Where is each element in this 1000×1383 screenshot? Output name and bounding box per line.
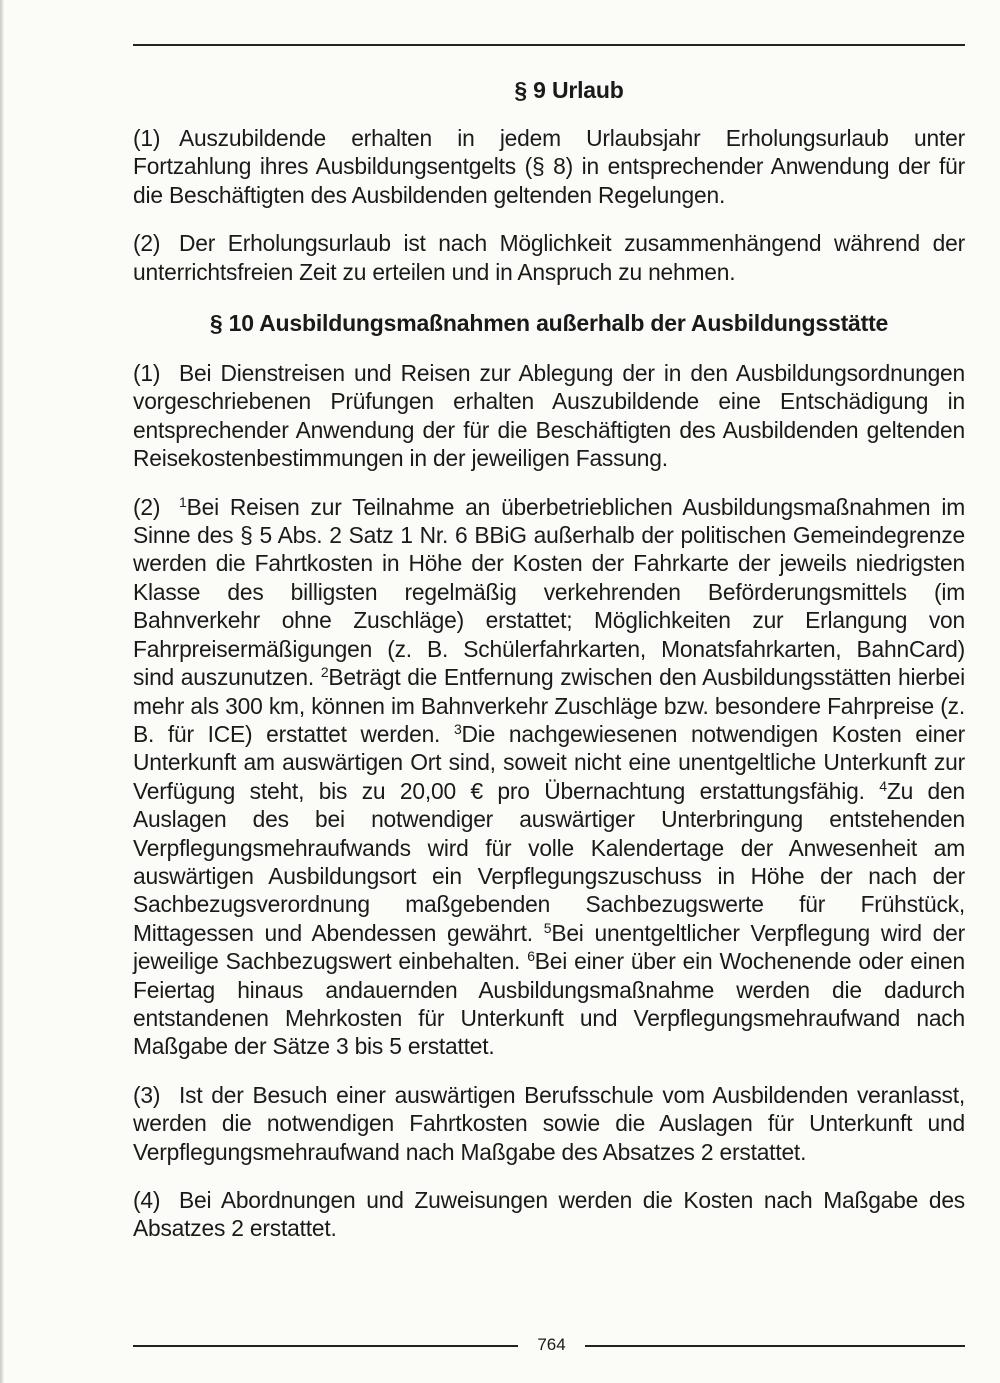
paragraph [133, 229, 965, 286]
page-footer [133, 1334, 965, 1356]
page-binding-edge [0, 0, 4, 1383]
sentence-text: Zu den Auslagen des bei notwendiger auswärtiger Unterbringung entstehenden Verpflegungsmehraufwands wird für volle Kalendertage der Anwesenheit am auswärtigen Ausbildungsort ein Verpflegungszuschuss in Höhe der nach der Sachbezugsverordnung maßgebenden Sachbezugswerte für Frühstück, Mittagessen und Abendessen gewährt. [133, 777, 965, 946]
paragraph [133, 359, 965, 473]
sentence-number: 5 [543, 919, 552, 936]
sentence-text: Bei Reisen zur Teilnahme an überbetrieblichen Ausbildungsmaßnahmen im Sinne des § 5 Abs. 2 Satz 1 Nr. 6 BBiG außerhalb der politischen Gemeindegrenze werden die Fahrtkosten in Höhe der Kosten der Fahrkarte der jeweils niedrigsten Klasse des billigsten regelmäßig verkehrenden Beförderungsmittels (im Bahnverkehr ohne Zuschläge) erstattet; Möglichkeiten zur Erlangung von Fahrpreisermäßigungen (z. B. Schülerfahrkarten, Monatsfahrkarten, BahnCard) sind auszunutzen. [133, 493, 965, 691]
document-page [133, 64, 965, 1263]
paragraph-number: (2) [133, 493, 161, 520]
paragraph [133, 1186, 965, 1243]
sentence-number: 2 [320, 664, 329, 681]
sentence-text: Bei einer über ein Wochenende oder einen Feiertag hinaus andauernden Ausbildungsmaßnahme werden die dadurch entstandenen Mehrkosten für Unterkunft und Verpflegungsmehraufwand nach Maßgabe der Sätze 3 bis 5 erstattet. [133, 948, 966, 1060]
paragraph [133, 493, 965, 1061]
footer-rule-right [585, 1345, 965, 1347]
sentence-text: Der Erholungsurlaub ist nach Möglichkeit zusammenhängend während der unterrichtsfreien Zeit zu erteilen und in Anspruch zu nehmen. [133, 230, 965, 285]
sentence-text: Bei Abordnungen und Zuweisungen werden die Kosten nach Maßgabe des Absatzes 2 erstattet. [133, 1187, 965, 1242]
sentence-text: Beträgt die Entfernung zwischen den Ausbildungsstätten hierbei mehr als 300 km, können im Bahnverkehr Zuschläge bzw. besondere Fahrpreise (z. B. für ICE) erstattet werden. [133, 664, 966, 747]
paragraph [133, 1081, 965, 1166]
section-heading: § 9 Urlaub [514, 77, 624, 103]
paragraph-number: (4) [133, 1187, 161, 1213]
sentence-text: Auszubildende erhalten in jedem Urlaubsjahr Erholungsurlaub unter Fortzahlung ihres Ausbildungsentgelts (§ 8) in entsprechender Anwendung der für die Beschäftigten des Ausbildenden geltenden Regelungen. [133, 125, 965, 208]
sentence-text: Ist der Besuch einer auswärtigen Berufsschule vom Ausbildenden veranlasst, werden die notwendigen Fahrtkosten sowie die Auslagen für Unterkunft und Verpflegungsmehraufwand nach Maßgabe des Absatzes 2 erstattet. [133, 1081, 965, 1165]
paragraph [133, 124, 965, 209]
page-number: 764 [537, 1335, 566, 1354]
sentence-text: Die nachgewiesenen notwendigen Kosten einer Unterkunft am auswärtigen Ort sind, soweit nicht eine unentgeltliche Unterkunft zur Verfügung steht, bis zu 20,00 € pro Übernachtung erstattungsfähig. [133, 720, 965, 804]
sentence-number: 4 [879, 777, 887, 794]
header-rule [133, 44, 965, 46]
sentence-text: Bei unentgeltlicher Verpflegung wird der jeweilige Sachbezugswert einbehalten. [133, 919, 965, 975]
footer-rule-left [133, 1345, 518, 1347]
paragraph-number: (1) [133, 125, 161, 151]
section-heading: § 10 Ausbildungsmaßnahmen außerhalb der Ausbildungsstätte [209, 310, 889, 337]
sentence-number: 3 [453, 720, 462, 737]
sentence-number: 6 [527, 948, 535, 965]
paragraph-number: (2) [133, 230, 161, 257]
paragraph-number: (3) [133, 1081, 161, 1108]
sentence-text: Bei Dienstreisen und Reisen zur Ablegung der in den Ausbildungsordnungen vorgeschriebenen Prüfungen erhalten Auszubildende eine Entschädigung in entsprechender Anwendung der für die Beschäftigten des Ausbildenden geltenden Reisekostenbestimmungen in der jeweiligen Fassung. [133, 360, 965, 472]
paragraph-number: (1) [133, 360, 161, 387]
sentence-number: 1 [179, 493, 187, 510]
